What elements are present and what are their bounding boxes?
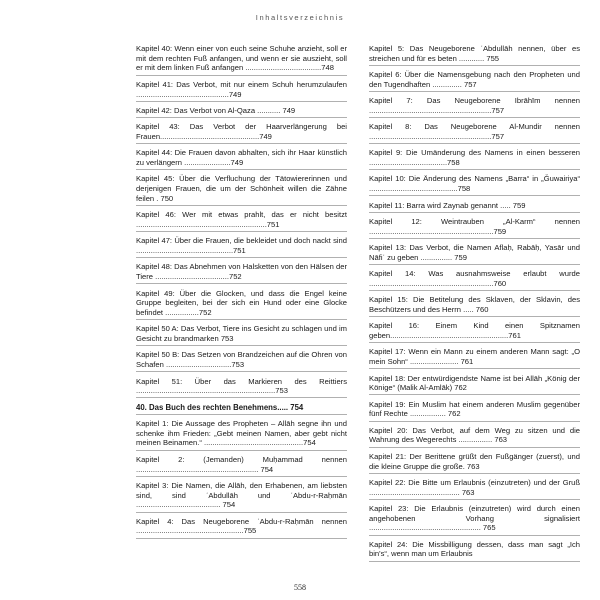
toc-entry: Kapitel 12: Weintrauben „Al-Karm“ nennen ...........................................................759 <box>369 217 580 239</box>
toc-entry: Kapitel 18: Der entwürdigendste Name ist bei Allāh „König der Könige“ (Malik Al-Amlāk) 762 <box>369 374 580 396</box>
toc-entry: Kapitel 21: Der Berittene grüßt den Fußgänger (zuerst), und die kleine Gruppe die große. 763 <box>369 452 580 474</box>
toc-entry: Kapitel 22: Die Bitte um Erlaubnis (einzutreten) und der Gruß ........................................... 763 <box>369 478 580 500</box>
toc-entry: Kapitel 5: Das Neugeborene ʿAbdullāh nennen, über es streichen und für es beten ............ 755 <box>369 44 580 66</box>
toc-entry: Kapitel 41: Das Verbot, mit nur einem Schuh herumzulaufen ............................................749 <box>136 80 347 102</box>
toc-entry: Kapitel 8: Das Neugeborene Al-Mundir nennen ..........................................................757 <box>369 122 580 144</box>
toc-entry: Kapitel 45: Über die Verfluchung der Tätowiererinnen und derjenigen Frauen, die um der Schönheit willen die Zähne feilen . 750 <box>136 174 347 206</box>
toc-entry: Kapitel 47: Über die Frauen, die bekleidet und doch nackt sind ..............................................751 <box>136 236 347 258</box>
toc-entry: Kapitel 42: Das Verbot von Al-Qaza ........... 749 <box>136 106 347 118</box>
toc-entry: Kapitel 23: Die Erlaubnis (einzutreten) wird durch einen angehobenen Vorhang signalisiert ..................................................... 765 <box>369 504 580 536</box>
toc-entry: Kapitel 17: Wenn ein Mann zu einem anderen Mann sagt: „O mein Sohn“ ....................... 761 <box>369 347 580 369</box>
toc-entry: Kapitel 1: Die Aussage des Propheten – Allāh segne ihn und schenke ihm Frieden: „Gebt meinen Namen, aber gebt nicht meinen Beinamen.“ ...............................................754 <box>136 419 347 451</box>
toc-entry: Kapitel 13: Das Verbot, die Namen Aflaḥ, Rabāḥ, Yasār und Nāfiʿ zu geben ............... 759 <box>369 243 580 265</box>
toc-entry: Kapitel 16: Einem Kind einen Spitznamen geben........................................................761 <box>369 321 580 343</box>
toc-entry: Kapitel 11: Barra wird Zaynab genannt ..... 759 <box>369 201 580 213</box>
toc-entry: Kapitel 20: Das Verbot, auf dem Weg zu sitzen und die Wahrung des Wegerechts ................ 763 <box>369 426 580 448</box>
toc-column-left <box>136 44 347 543</box>
toc-entry: Kapitel 40: Wenn einer von euch seine Schuhe anzieht, soll er mit dem rechten Fuß anfangen, und wenn er sie auszieht, soll er mit dem linken Fuß anfangen ....................................748 <box>136 44 347 76</box>
toc-entry: Kapitel 51: Über das Markieren des Reittiers ..................................................................753 <box>136 377 347 399</box>
toc-entry: Kapitel 44: Die Frauen davon abhalten, sich ihr Haar künstlich zu verlängern ......................749 <box>136 148 347 170</box>
toc-entry: Kapitel 43: Das Verbot der Haarverlängerung bei Frauen...............................................749 <box>136 122 347 144</box>
running-header: Inhaltsverzeichnis <box>255 13 345 22</box>
toc-entry: Kapitel 50 B: Das Setzen von Brandzeichen auf die Ohren von Schafen ...............................753 <box>136 350 347 372</box>
toc-entry: Kapitel 46: Wer mit etwas prahlt, das er nicht besitzt ..............................................................751 <box>136 210 347 232</box>
page-number: 558 <box>294 583 306 592</box>
toc-entry: Kapitel 14: Was ausnahmsweise erlaubt wurde ...........................................................760 <box>369 269 580 291</box>
toc-entry: Kapitel 19: Ein Muslim hat einem anderen Muslim gegenüber fünf Rechte ................. 762 <box>369 400 580 422</box>
toc-book-heading: 40. Das Buch des rechten Benehmens..... 754 <box>136 403 347 415</box>
toc-entry: Kapitel 15: Die Betitelung des Sklaven, der Sklavin, des Beschützers und des Herrn ..... 760 <box>369 295 580 317</box>
toc-entry: Kapitel 3: Die Namen, die Allāh, den Erhabenen, am liebsten sind, sind ʿAbdullāh und ʿAbdu-r-Raḥmān ........................................ 754 <box>136 481 347 513</box>
toc-entry: Kapitel 9: Die Umänderung des Namens in einen besseren .....................................758 <box>369 148 580 170</box>
toc-entry: Kapitel 7: Das Neugeborene Ibrāhīm nennen ..........................................................757 <box>369 96 580 118</box>
toc-entry: Kapitel 48: Das Abnehmen von Halsketten von den Hälsen der Tiere ...................................752 <box>136 262 347 284</box>
toc-entry: Kapitel 4: Das Neugeborene ʿAbdu-r-Raḥmān nennen ...................................................755 <box>136 517 347 539</box>
toc-entry: Kapitel 24: Die Missbilligung dessen, dass man sagt „Ich bin's“, wenn man um Erlaubnis <box>369 540 580 562</box>
toc-entry: Kapitel 50 A: Das Verbot, Tiere ins Gesicht zu schlagen und im Gesicht zu brandmarken 753 <box>136 324 347 346</box>
toc-entry: Kapitel 6: Über die Namensgebung nach den Propheten und den Tugendhaften .............. 757 <box>369 70 580 92</box>
toc-entry: Kapitel 10: Die Änderung des Namens „Barra“ in „Ǧuwairiya“ ..........................................758 <box>369 174 580 196</box>
toc-entry: Kapitel 49: Über die Glocken, und dass die Engel keine Gruppe begleiten, bei der sich ein Hund oder eine Glocke befindet ................752 <box>136 289 347 321</box>
toc-entry: Kapitel 2: (Jemanden) Muḥammad nennen .......................................................... 754 <box>136 455 347 477</box>
toc-column-right <box>369 44 580 566</box>
